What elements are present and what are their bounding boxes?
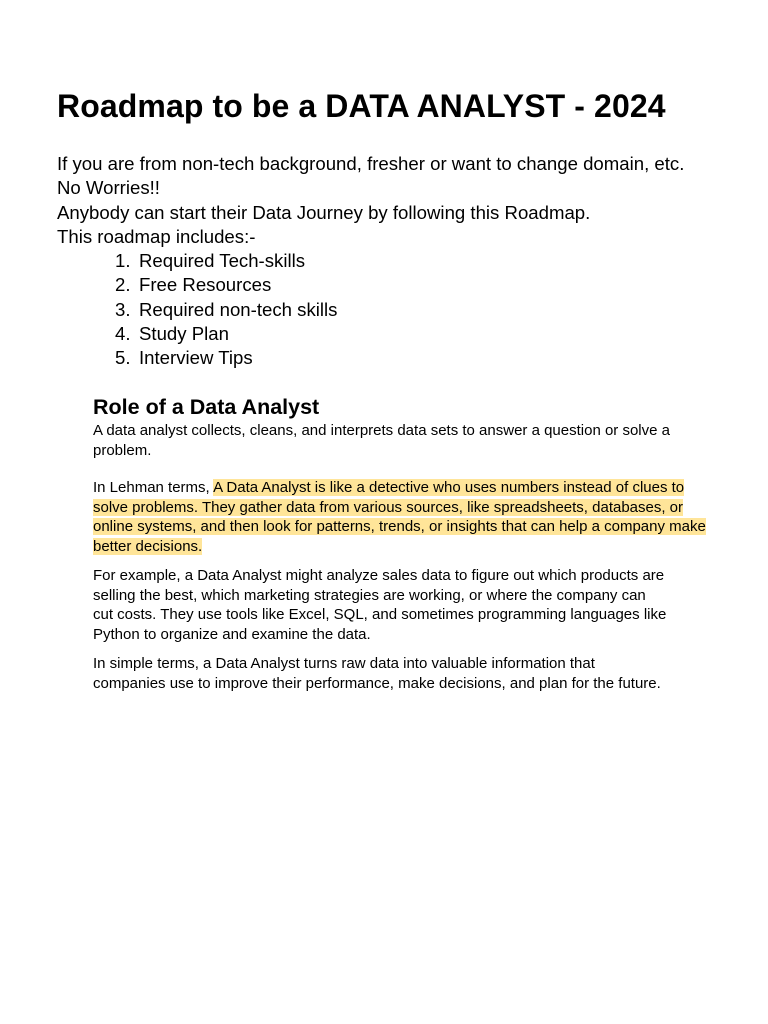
intro-section bbox=[57, 152, 737, 371]
summary-paragraph: In simple terms, a Data Analyst turns raw data into valuable information that companies use to improve their performance, make decisions, and plan for the future. bbox=[93, 655, 661, 692]
list-item bbox=[57, 249, 737, 273]
list-item-number: 3. bbox=[115, 298, 131, 320]
definition-paragraph: A data analyst collects, cleans, and interprets data sets to answer a question or solve a problem. bbox=[93, 422, 670, 459]
list-item bbox=[57, 273, 737, 297]
intro-line: Anybody can start their Data Journey by following this Roadmap. bbox=[57, 201, 591, 223]
intro-line: No Worries!! bbox=[57, 177, 160, 199]
list-item-number: 2. bbox=[115, 274, 131, 296]
list-item-text: Required non-tech skills bbox=[139, 298, 338, 320]
list-item bbox=[57, 346, 737, 370]
list-item-number: 5. bbox=[115, 347, 131, 369]
intro-line: If you are from non-tech background, fresher or want to change domain, etc. bbox=[57, 153, 685, 174]
role-section bbox=[93, 394, 713, 693]
list-item bbox=[57, 298, 737, 322]
page-title: Roadmap to be a DATA ANALYST - 2024 bbox=[57, 88, 666, 124]
list-item bbox=[57, 322, 737, 346]
section-heading: Role of a Data Analyst bbox=[93, 395, 320, 419]
intro-line: This roadmap includes:- bbox=[57, 225, 256, 247]
lehman-prefix: In Lehman terms, bbox=[93, 479, 214, 496]
list-item-text: Free Resources bbox=[139, 274, 272, 296]
highlighted-text: A Data Analyst is like a detective who uses numbers instead of clues to solve problems. They gather data from various sources, like spreadsheets, databases, or online systems, and then look for patterns, trends, or insights that can help a company make better decisions. bbox=[93, 479, 706, 555]
list-item-number: 1. bbox=[115, 250, 131, 272]
list-item-text: Study Plan bbox=[139, 323, 229, 345]
roadmap-includes-list bbox=[57, 249, 737, 370]
list-item-text: Interview Tips bbox=[139, 347, 253, 369]
lehman-paragraph bbox=[93, 478, 713, 556]
list-item-text: Required Tech-skills bbox=[139, 250, 306, 272]
example-paragraph: For example, a Data Analyst might analyze sales data to figure out which products are selling the best, which marketing strategies are working, or where the company can cut costs. They use tools like Excel, SQL, and sometimes programming languages like Python to organize and examine the data. bbox=[93, 567, 667, 643]
list-item-number: 4. bbox=[115, 323, 131, 345]
